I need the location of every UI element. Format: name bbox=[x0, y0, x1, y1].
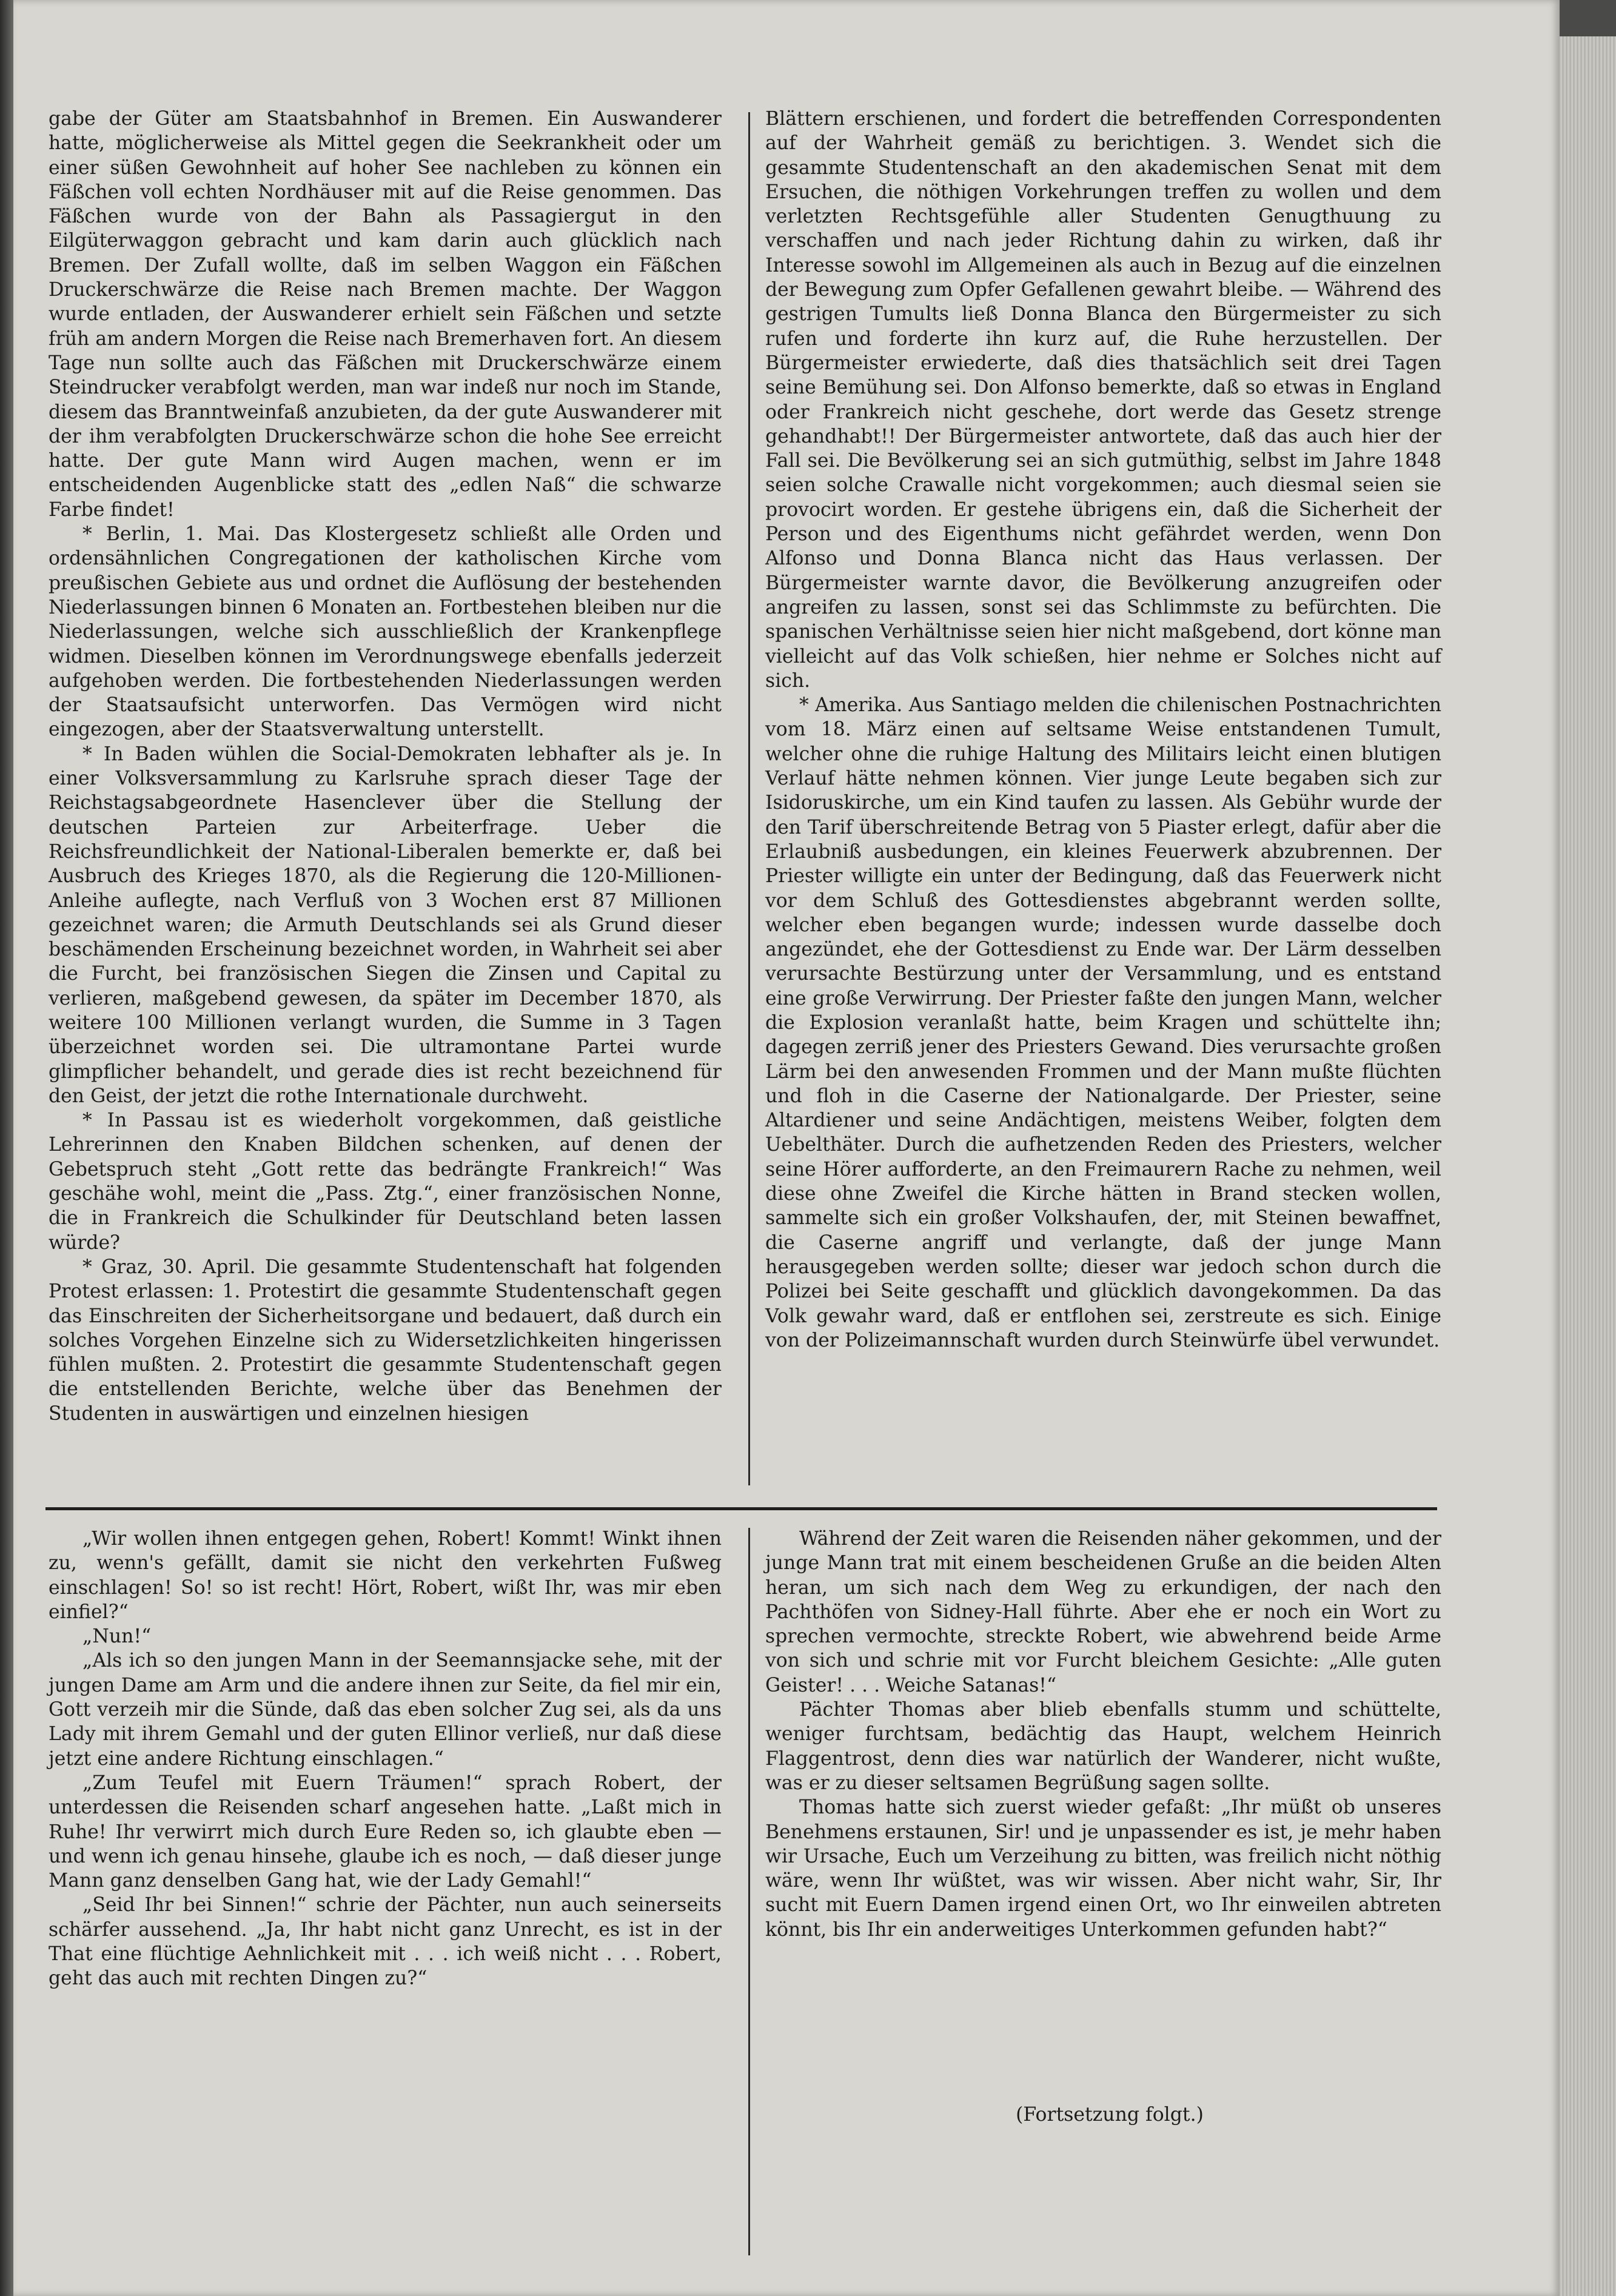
story-paragraph: Pächter Thomas aber blieb ebenfalls stumm und schüttelte, weniger furchtsam, bedächtig das Haupt, welchem Heinrich Flaggentrost, denn dies war natürlich der Wanderer, nicht wußte, was er zu dieser seltsamen Begrüßung sagen sollte. bbox=[765, 1699, 1441, 1794]
news-item-graz: * Graz, 30. April. Die gesammte Studentenschaft hat folgenden Protest erlassen: 1. Protestirt die gesammte Studentenschaft gegen das Einschreiten der Sicherheitsorgane und bedauert, daß durch ein solches Vorgehen Einzelne sich zu Widersetzlichkeiten hingerissen fühlen mußten. 2. Protestirt die gesammte Studentenschaft gegen die entstellenden Berichte, welche über das Benehmen der Studenten in auswärtigen und einzelnen hiesigen bbox=[49, 1256, 722, 1425]
story-paragraph: „Nun!“ bbox=[82, 1625, 152, 1648]
column-divider-lower bbox=[748, 1528, 750, 2255]
feuilleton-separator-rule bbox=[45, 1507, 1437, 1510]
book-spine-shadow bbox=[0, 0, 13, 2296]
news-column-left bbox=[49, 107, 722, 1426]
story-paragraph: Thomas hatte sich zuerst wieder gefaßt: „Ihr müßt ob unseres Benehmens erstaunen, Sir! und je unpassender es ist, je mehr haben wir Ursache, Euch um Verzeihung zu bitten, was freilich nicht nöthig wäre, wenn Ihr wüßtet, was wir wissen. Aber nicht wahr, Sir, Ihr sucht mit Euern Damen irgend einen Ort, wo Ihr einweilen abtreten könnt, bis Ihr ein anderweitiges Unterkommen gefunden habt?“ bbox=[765, 1796, 1441, 1941]
news-paragraph-continued: Blättern erschienen, und fordert die betreffenden Correspondenten auf der Wahrheit gemäß zu berichtigen. 3. Wendet sich die gesammte Studentenschaft an den akademischen Senat mit dem Ersuchen, die nöthigen Vorkehrungen treffen zu wollen und dem verletzten Rechtsgefühle aller Studenten Genugthuung zu verschaffen und nach jeder Richtung dahin zu wirken, daß ihr Interesse sowohl im Allgemeinen als auch in Bezug auf die einzelnen der Bewegung zum Opfer Gefallenen gewahrt bleibe. — Während des gestrigen Tumults ließ Donna Blanca den Bürgermeister zu sich rufen und forderte ihn kurz auf, die Ruhe herzustellen. Der Bürgermeister erwiederte, daß dies thatsächlich seit drei Tagen seine Bemühung sei. Don Alfonso bemerkte, daß so etwas in England oder Frankreich nicht geschehe, dort werde das Gesetz strenge gehandhabt!! Der Bürgermeister antwortete, daß das auch hier der Fall sei. Die Bevölkerung sei an sich gutmüthig, selbst im Jahre 1848 seien solche Crawalle nicht vorgekommen; auch diesmal seien sie provocirt worden. Er gestehe übrigens ein, daß die Sicherheit der Person und des Eigenthums nicht gefährdet werden, wenn Don Alfonso und Donna Blanca nicht das Haus verlassen. Der Bürgermeister warnte davor, die Bevölkerung anzugreifen oder angreifen zu lassen, sonst sei das Schlimmste zu befürchten. Die spanischen Verhältnisse seien hier nicht maßgebend, dort könne man vielleicht auf das Volk schießen, hier nehme er Solches nicht auf sich. bbox=[765, 108, 1441, 692]
news-paragraph: gabe der Güter am Staatsbahnhof in Bremen. Ein Auswanderer hatte, möglicherweise als Mittel gegen die Seekrankheit oder um einer süßen Gewohnheit auf hoher See nachleben zu können ein Fäßchen voll echten Nordhäuser mit auf die Reise genommen. Das Fäßchen wurde von der Bahn als Passagiergut in den Eilgüterwaggon gebracht und kam darin auch glücklich nach Bremen. Der Zufall wollte, daß im selben Waggon ein Fäßchen Druckerschwärze die Reise nach Bremen machte. Der Waggon wurde entladen, der Auswanderer erhielt sein Fäßchen und setzte früh am andern Morgen die Reise nach Bremerhaven fort. An diesem Tage nun sollte auch das Fäßchen mit Druckerschwärze einem Steindrucker verabfolgt werden, man war indeß nur noch im Stande, diesem das Branntweinfaß anzubieten, da der gute Auswanderer mit der ihm verabfolgten Druckerschwärze schon die hohe See erreicht hatte. Der gute Mann wird Augen machen, wenn er im entscheidenden Augenblicke statt des „edlen Naß“ die schwarze Farbe findet! bbox=[49, 108, 722, 521]
news-item-passau: * In Passau ist es wiederholt vorgekommen, daß geistliche Lehrerinnen den Knaben Bildchen schenken, auf denen der Gebetspruch steht „Gott rette das bedrängte Frankreich!“ Was geschähe wohl, meint die „Pass. Ztg.“, einer französischen Nonne, die in Frankreich die Schulkinder für Deutschland beten lassen würde? bbox=[49, 1110, 722, 1254]
news-item-amerika: * Amerika. Aus Santiago melden die chilenischen Postnachrichten vom 18. März einen auf seltsame Weise entstandenen Tumult, welcher ohne die ruhige Haltung des Militairs leicht einen blutigen Verlauf hätte nehmen können. Vier junge Leute begaben sich zur Isidoruskirche, um ein Kind taufen zu lassen. Als Gebühr wurde der den Tarif überschreitende Betrag von 5 Piaster erlegt, dafür aber die Erlaubniß ausbedungen, ein kleines Feuerwerk abzubrennen. Der Priester willigte ein unter der Bedingung, daß das Feuerwerk nicht vor dem Schluß des Gottesdienstes abgebrannt werden sollte, welcher eben begangen wurde; indessen wurde dasselbe doch angezündet, ehe der Gottesdienst zu Ende war. Der Lärm desselben verursachte Bestürzung unter der Versammlung, und es entstand eine große Verwirrung. Der Priester faßte den jungen Mann, welcher die Explosion veranlaßt hatte, beim Kragen und schüttelte ihn; dagegen zerriß jener des Priesters Gewand. Dies verursachte großen Lärm bei den anwesenden Frommen und der Mann mußte flüchten und floh in die Caserne der Nationalgarde. Der Priester, seine Altardiener und seine Andächtigen, meistens Weiber, folgten dem Uebelthäter. Durch die aufhetzenden Reden des Priesters, welcher seine Hörer aufforderte, an den Freimaurern Rache zu nehmen, weil diese ohne Zweifel die Kirche hätten in Brand stecken wollen, sammelte sich ein großer Volkshaufen, der, mit Steinen bewaffnet, die Caserne angriff und verlangte, daß der junge Mann herausgegeben werden sollte; dieser war jedoch schon durch die Polizei bei Seite geschafft und glücklich davongekommen. Da das Volk gewahr ward, daß er entflohen sei, zerstreute es sich. Einige von der Polizeimannschaft wurden durch Steinwürfe übel verwundet. bbox=[765, 694, 1441, 1351]
news-column-right bbox=[765, 107, 1441, 1353]
page-edge-stack bbox=[1560, 36, 1616, 2296]
story-paragraph: „Seid Ihr bei Sinnen!“ schrie der Pächter, nun auch seinerseits schärfer aussehend. „Ja, Ihr habt nicht ganz Unrecht, es ist in der That eine flüchtige Aehnlichkeit mit . . . ich weiß nicht . . . Robert, geht das auch mit rechten Dingen zu?“ bbox=[49, 1894, 722, 1990]
continuation-note: (Fortsetzung folgt.) bbox=[1016, 2104, 1204, 2126]
feuilleton-column-right bbox=[765, 1527, 1441, 1942]
story-paragraph: „Wir wollen ihnen entgegen gehen, Robert! Kommt! Winkt ihnen zu, wenn's gefällt, damit sie nicht den verkehrten Fußweg einschlagen! So! so ist recht! Hört, Robert, wißt Ihr, was mir eben einfiel?“ bbox=[49, 1528, 722, 1623]
story-paragraph: Während der Zeit waren die Reisenden näher gekommen, und der junge Mann trat mit einem bescheidenen Gruße an die beiden Alten heran, um sich nach dem Weg zu erkundigen, der nach den Pachthöfen von Sidney-Hall führte. Aber ehe er noch ein Wort zu sprechen vermochte, streckte Robert, wie abwehrend beide Arme von sich und schrie mit vor Furcht bleichem Gesichte: „Alle guten Geister! . . . Weiche Satanas!“ bbox=[765, 1528, 1441, 1696]
news-item-baden: * In Baden wühlen die Social-Demokraten lebhafter als je. In einer Volksversammlung zu Karlsruhe sprach dieser Tage der Reichstagsabgeordnete Hasenclever über die Stellung der deutschen Parteien zur Arbeiterfrage. Ueber die Reichsfreundlichkeit der National-Liberalen bemerkte er, daß bei Ausbruch des Krieges 1870, als die Regierung die 120-Millionen-Anleihe auflegte, nach Verfluß von 3 Wochen erst 87 Millionen gezeichnet waren; die Armuth Deutschlands sei als Grund dieser beschämenden Erscheinung bezeichnet worden, in Wahrheit sei aber die Furcht, bei französischen Siegen die Zinsen und Capital zu verlieren, maßgebend gewesen, da später im December 1870, als weitere 100 Millionen verlangt wurden, die Summe in 3 Tagen überzeichnet worden sei. Die ultramontane Partei wurde glimpflicher behandelt, und gerade dies ist recht bezeichnend für den Geist, der jetzt die rothe Internationale durchweht. bbox=[49, 743, 722, 1107]
feuilleton-column-left bbox=[49, 1527, 722, 1991]
news-item-berlin: * Berlin, 1. Mai. Das Klostergesetz schließt alle Orden und ordensähnlichen Congregationen der katholischen Kirche vom preußischen Gebiete aus und ordnet die Auflösung der bestehenden Niederlassungen binnen 6 Monaten an. Fortbestehen bleiben nur die Niederlassungen, welche sich ausschließlich der Krankenpflege widmen. Dieselben können im Verordnungswege ebenfalls jederzeit aufgehoben werden. Die fortbestehenden Niederlassungen werden der Staatsaufsicht unterworfen. Das Vermögen wird nicht eingezogen, aber der Staatsverwaltung unterstellt. bbox=[49, 523, 722, 741]
column-divider-upper bbox=[748, 112, 750, 1485]
story-paragraph: „Zum Teufel mit Euern Träumen!“ sprach Robert, der unterdessen die Reisenden scharf angesehen hatte. „Laßt mich in Ruhe! Ihr verwirrt mich durch Eure Reden so, ich glaubte eben — und wenn ich genau hinsehe, glaube ich es noch, — daß dieser junge Mann ganz denselben Gang hat, wie der Lady Gemahl!“ bbox=[49, 1772, 722, 1892]
story-paragraph: „Als ich so den jungen Mann in der Seemannsjacke sehe, mit der jungen Dame am Arm und die andere ihnen zur Seite, da fiel mir ein, Gott verzeih mir die Sünde, daß das eben solcher Zug sei, als da uns Lady mit ihrem Gemahl und der guten Ellinor verließ, nur daß diese jetzt eine andere Richtung einschlagen.“ bbox=[49, 1650, 722, 1770]
